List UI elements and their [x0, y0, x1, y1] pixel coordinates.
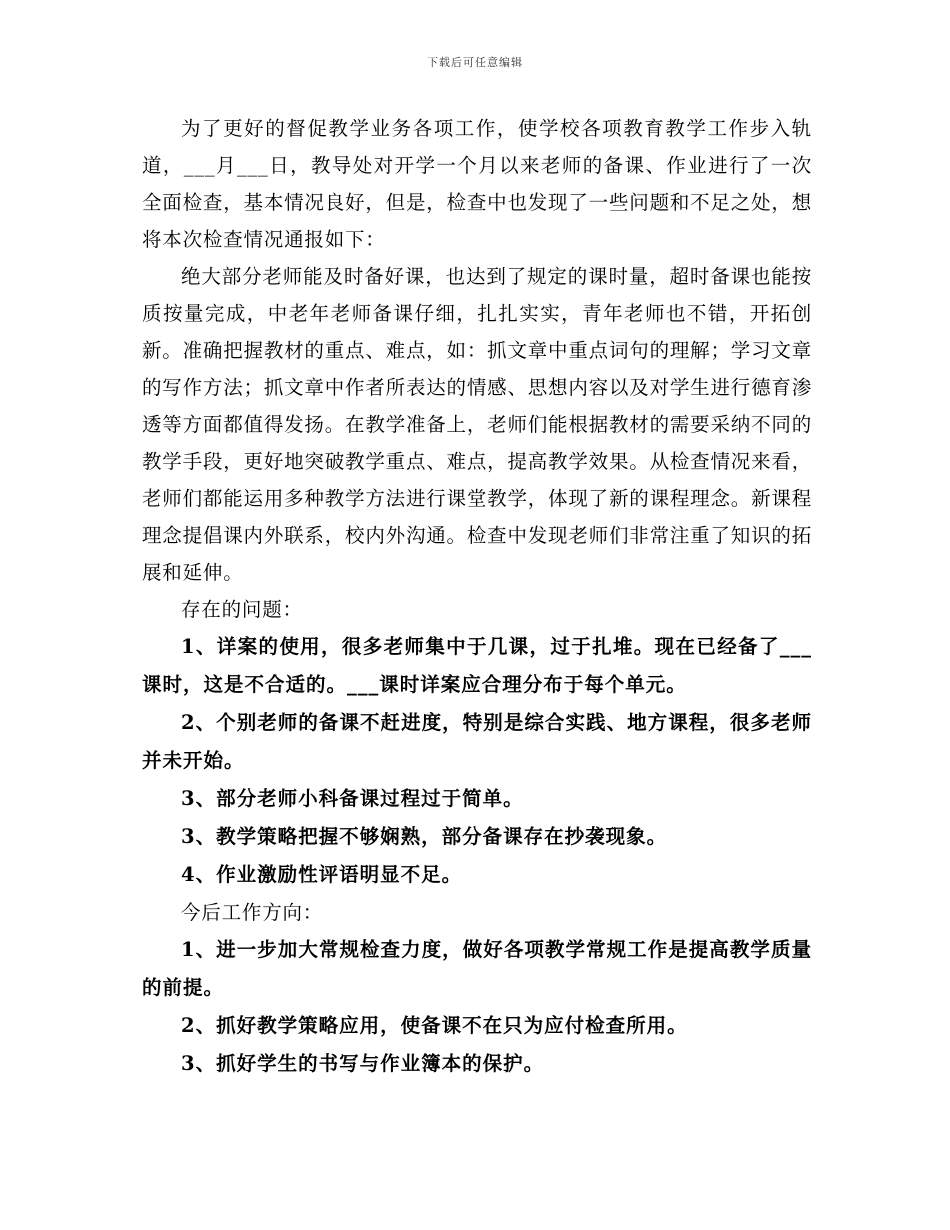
- document-body: [142, 110, 812, 1083]
- problem-item: 4、作业激励性评语明显不足。: [181, 863, 463, 886]
- problem-item: 2、个别老师的备课不赶进度，特别是综合实践、地方课程，很多老师并未开始。: [142, 711, 812, 772]
- problem-item: 3、教学策略把握不够娴熟，部分备课存在抄袭现象。: [181, 825, 668, 848]
- direction-item: 1、进一步加大常规检查力度，做好各项教学常规工作是提高教学质量的前提。: [142, 938, 812, 999]
- direction-item: 2、抓好教学策略应用，使备课不在只为应付检查所用。: [181, 1014, 688, 1037]
- problems-heading: 存在的问题：: [181, 598, 303, 621]
- page-header: 下载后可任意编辑: [427, 56, 523, 69]
- direction-heading: 今后工作方向：: [181, 901, 324, 924]
- problem-item: 3、部分老师小科备课过程过于简单。: [181, 787, 524, 810]
- findings-paragraph: 绝大部分老师能及时备好课，也达到了规定的课时量，超时备课也能按质按量完成，中老年老师备课仔细，扎扎实实，青年老师也不错，开拓创新。准确把握教材的重点、难点，如：抓文章中重点词句的理解；学习文章的写作方法；抓文章中作者所表达的情感、思想内容以及对学生进行德育渗透等方面都值得发扬。在教学准备上，老师们能根据教材的需要采纳不同的教学手段，更好地突破教学重点、难点，提高教学效果。从检查情况来看，老师们都能运用多种教学方法进行课堂教学，体现了新的课程理念。新课程理念提倡课内外联系，校内外沟通。检查中发现老师们非常注重了知识的拓展和延伸。: [142, 265, 812, 584]
- intro-paragraph: 为了更好的督促教学业务各项工作，使学校各项教育教学工作步入轨道，___月___日，教导处对开学一个月以来老师的备课、作业进行了一次全面检查，基本情况良好，但是，检查中也发现了一些问题和不足之处，想将本次检查情况通报如下：: [142, 117, 813, 251]
- problem-item: 1、详案的使用，很多老师集中于几课，过于扎堆。现在已经备了___课时，这是不合适的。___课时详案应合理分布于每个单元。: [142, 635, 812, 696]
- direction-item: 3、抓好学生的书写与作业簿本的保护。: [181, 1052, 545, 1075]
